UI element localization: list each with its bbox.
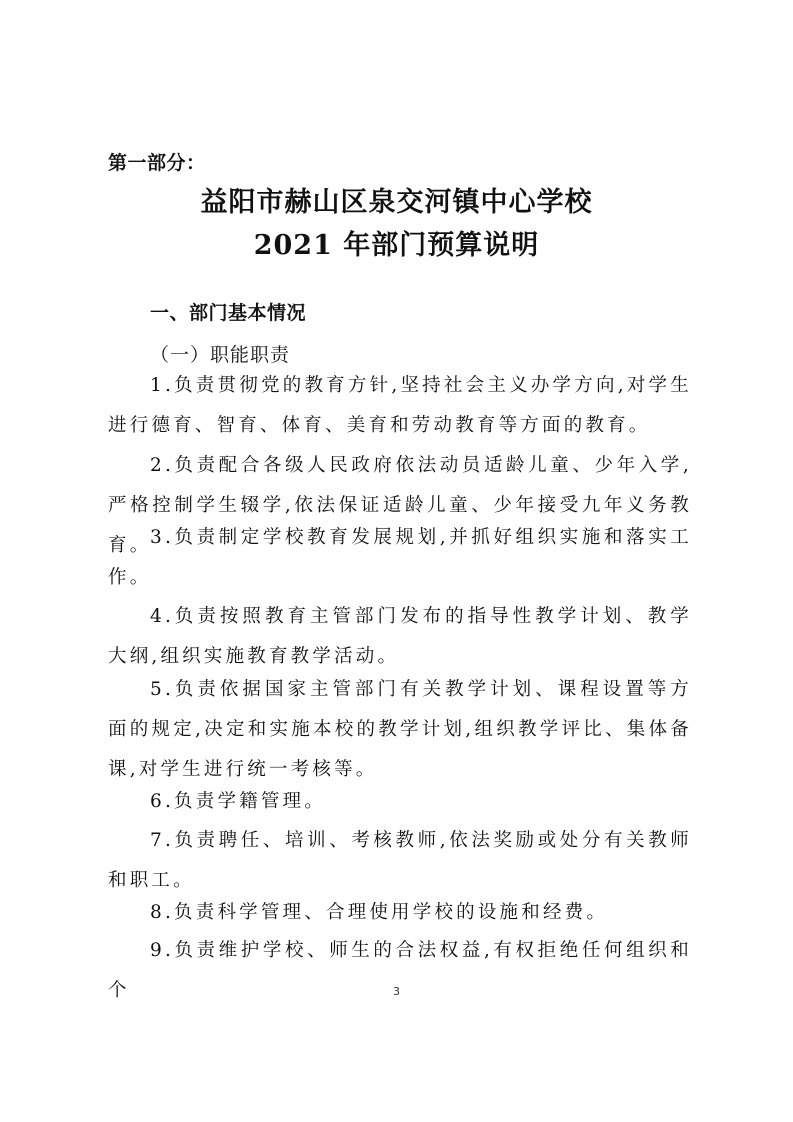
document-title-line-1: 益阳市赫山区泉交河镇中心学校 xyxy=(200,187,593,218)
paragraph-8: 8.负责科学管理、合理使用学校的设施和经费。 xyxy=(150,902,609,923)
paragraph-9: 9.负责维护学校、师生的合法权益,有权拒绝任何组织和个 xyxy=(108,940,692,1001)
paragraph-2: 2.负责配合各级人民政府依法动员适龄儿童、少年入学,严格控制学生辍学,依法保证适龄儿童、少年接受九年义务教育。 xyxy=(108,455,692,556)
paragraph-6: 6.负责学籍管理。 xyxy=(150,791,326,812)
subheading: （一）职能职责 xyxy=(150,344,291,366)
paragraph-3: 3.负责制定学校教育发展规划,并抓好组织实施和落实工作。 xyxy=(108,527,692,588)
paragraph-5: 5.负责依据国家主管部门有关教学计划、课程设置等方面的规定,决定和实施本校的教学计划,组织教学评比、集体备课,对学生进行统一考核等。 xyxy=(108,679,692,780)
paragraph-7: 7.负责聘任、培训、考核教师,依法奖励或处分有关教师和职工。 xyxy=(108,830,692,891)
part-label: 第一部分： xyxy=(108,152,206,174)
page-number: 3 xyxy=(393,985,400,998)
paragraph-1: 1.负责贯彻党的教育方针,坚持社会主义办学方向,对学生进行德育、智育、体育、美育和劳动教育等方面的教育。 xyxy=(108,375,692,436)
paragraph-4: 4.负责按照教育主管部门发布的指导性教学计划、教学大纲,组织实施教育教学活动。 xyxy=(108,606,692,667)
section-heading: 一、部门基本情况 xyxy=(150,302,307,324)
document-title-line-2: 2021 年部门预算说明 xyxy=(253,230,540,261)
